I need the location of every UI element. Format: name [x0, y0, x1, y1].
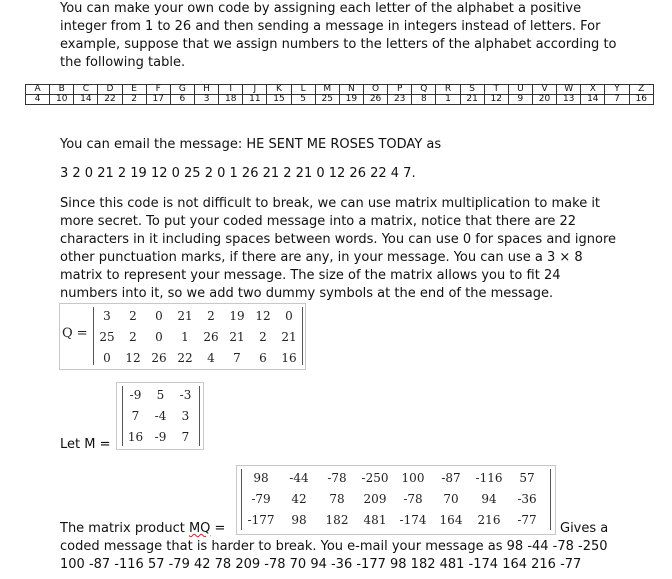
matrix-cell: 216 — [477, 513, 501, 527]
matrix-cell: 3 — [103, 309, 111, 323]
matrix-cell: 42 — [291, 492, 307, 506]
matrix-cell: 19 — [229, 309, 245, 323]
matrix-cell: 21 — [177, 309, 193, 323]
table-number-cell: 5 — [291, 95, 315, 105]
matrix-cell: 2 — [129, 309, 137, 323]
table-number-cell: 13 — [557, 95, 581, 105]
matrix-cell: -87 — [441, 471, 461, 485]
matrix-cell: 7 — [233, 351, 241, 365]
table-letter-cell: C — [74, 85, 98, 95]
table-letter-cell: G — [170, 85, 194, 95]
product-label-prefix: The matrix product — [60, 521, 189, 536]
table-number-cell: 25 — [315, 95, 339, 105]
matrix-cell: -79 — [251, 492, 271, 506]
matrix-cell: -250 — [361, 471, 389, 485]
table-number-cell: 19 — [339, 95, 363, 105]
table-number-cell: 11 — [243, 95, 267, 105]
table-letter-cell: A — [26, 85, 50, 95]
matrix-cell: -3 — [179, 388, 192, 402]
table-letter-cell: B — [50, 85, 74, 95]
matrix-cell: 2 — [259, 330, 267, 344]
matrix-cell: 16 — [281, 351, 297, 365]
matrix-cell: 21 — [281, 330, 297, 344]
matrix-cell: 100 — [401, 471, 425, 485]
product-label-suffix: = — [210, 521, 226, 536]
table-letter-cell: I — [219, 85, 243, 95]
matrix-cell: 2 — [129, 330, 137, 344]
table-number-cell: 14 — [74, 95, 98, 105]
table-letter-cell: Y — [605, 85, 629, 95]
matrix-cell: 5 — [156, 388, 165, 402]
table-number-cell: 16 — [629, 95, 653, 105]
table-number-cell: 20 — [532, 95, 556, 105]
code-line: 3 2 0 21 2 19 12 0 25 2 0 1 26 21 2 21 0 12 26 22 4 7. — [60, 166, 416, 181]
table-letter-cell: S — [460, 85, 484, 95]
table-number-cell: 26 — [363, 95, 387, 105]
matrix-q-label: Q = — [62, 326, 88, 341]
table-letter-cell: Q — [412, 85, 436, 95]
matrix-cell: 0 — [155, 330, 163, 344]
matrix-cell: 21 — [229, 330, 245, 344]
matrix-cell: 481 — [363, 513, 387, 527]
matrix-cell: 0 — [285, 309, 293, 323]
matrix-cell: 26 — [203, 330, 219, 344]
table-number-cell: 15 — [267, 95, 291, 105]
product-label — [60, 520, 240, 538]
matrix-q — [93, 307, 303, 365]
table-letter-cell: Z — [629, 85, 653, 95]
table-letter-cell: O — [363, 85, 387, 95]
matrix-cell: -78 — [403, 492, 423, 506]
table-number-cell: 12 — [484, 95, 508, 105]
table-number-cell: 4 — [26, 95, 50, 105]
matrix-cell: -44 — [289, 471, 309, 485]
table-number-cell: 3 — [194, 95, 218, 105]
since-paragraph: Since this code is not difficult to break, we can use matrix multiplication to make it more secret. To put your coded message into a matrix, notice that there are 22 characters in it including spaces between words. You can use 0 for spaces and ignore other punctuation marks, if there are any, in your message. You can use a 3 × 8 matrix to represent your message. The size of the matrix allows you to fit 24 numbers into it, so we add two dummy symbols at the end of the message. — [60, 196, 617, 301]
table-letter-cell: R — [436, 85, 460, 95]
matrix-cell: 12 — [255, 309, 271, 323]
table-number-cell: 18 — [219, 95, 243, 105]
matrix-cell: -36 — [517, 492, 537, 506]
matrix-cell: 6 — [259, 351, 267, 365]
matrix-mq — [241, 469, 551, 530]
table-number-cell: 10 — [50, 95, 74, 105]
matrix-m — [122, 386, 200, 446]
matrix-cell: -116 — [475, 471, 503, 485]
matrix-cell: 16 — [127, 430, 144, 444]
matrix-cell: 12 — [125, 351, 141, 365]
table-letter-cell: N — [339, 85, 363, 95]
matrix-cell: 26 — [151, 351, 167, 365]
letter-number-table — [25, 84, 654, 105]
gives-a-text: Gives a — [560, 521, 609, 536]
matrix-cell: 182 — [325, 513, 349, 527]
table-number-cell: 23 — [388, 95, 412, 105]
table-letter-cell: T — [484, 85, 508, 95]
table-letter-cell: K — [267, 85, 291, 95]
matrix-cell: -9 — [129, 388, 142, 402]
table-letter-cell: V — [532, 85, 556, 95]
table-number-cell: 1 — [436, 95, 460, 105]
table-letter-cell: J — [243, 85, 267, 95]
table-number-cell: 6 — [170, 95, 194, 105]
table-letter-cell: U — [508, 85, 532, 95]
table-number-cell: 9 — [508, 95, 532, 105]
matrix-cell: 57 — [519, 471, 535, 485]
matrix-cell: 98 — [291, 513, 307, 527]
table-letter-cell: X — [581, 85, 605, 95]
matrix-cell: -177 — [247, 513, 275, 527]
matrix-mq-box — [236, 465, 556, 535]
table-letter-cell: P — [388, 85, 412, 95]
matrix-cell: 22 — [177, 351, 193, 365]
matrix-cell: -4 — [154, 409, 167, 423]
table-number-cell: 2 — [122, 95, 146, 105]
product-line-2: coded message that is harder to break. You e-mail your message as 98 -44 -78 -250 — [60, 539, 608, 554]
matrix-m-box — [116, 382, 204, 450]
matrix-cell: 25 — [99, 330, 115, 344]
matrix-cell: 7 — [181, 430, 190, 444]
letters-row — [26, 85, 654, 95]
table-number-cell: 17 — [146, 95, 170, 105]
table-letter-cell: L — [291, 85, 315, 95]
table-letter-cell: H — [194, 85, 218, 95]
matrix-cell: 0 — [103, 351, 111, 365]
matrix-cell: 3 — [181, 409, 190, 423]
matrix-cell: 4 — [207, 351, 215, 365]
table-letter-cell: W — [557, 85, 581, 95]
matrix-cell: 7 — [131, 409, 140, 423]
table-letter-cell: D — [98, 85, 122, 95]
matrix-cell: 98 — [253, 471, 269, 485]
matrix-cell: -174 — [399, 513, 427, 527]
matrix-cell: 0 — [155, 309, 163, 323]
mq-text: MQ — [188, 521, 211, 536]
matrix-cell: 164 — [439, 513, 463, 527]
table-number-cell: 22 — [98, 95, 122, 105]
matrix-cell: 2 — [207, 309, 215, 323]
matrix-cell: 70 — [443, 492, 459, 506]
email-line: You can email the message: HE SENT ME ROSES TODAY as — [60, 137, 442, 152]
let-m-label: Let M = — [60, 437, 111, 452]
table-letter-cell: F — [146, 85, 170, 95]
table-number-cell: 7 — [605, 95, 629, 105]
matrix-cell: -78 — [327, 471, 347, 485]
matrix-cell: 1 — [181, 330, 189, 344]
matrix-cell: -9 — [154, 430, 167, 444]
matrix-cell: 94 — [481, 492, 497, 506]
table-number-cell: 14 — [581, 95, 605, 105]
table-number-cell: 8 — [412, 95, 436, 105]
table-number-cell: 21 — [460, 95, 484, 105]
intro-paragraph: You can make your own code by assigning each letter of the alphabet a positive integer from 1 to 26 and then sending a message in integers instead of letters. For example, suppose that we assign numbers to the letters of the alphabet according to the following table. — [60, 1, 617, 70]
matrix-cell: 78 — [329, 492, 345, 506]
table-letter-cell: E — [122, 85, 146, 95]
matrix-cell: -77 — [517, 513, 537, 527]
numbers-row — [26, 95, 654, 105]
matrix-q-box — [59, 303, 306, 370]
table-letter-cell: M — [315, 85, 339, 95]
matrix-cell: 209 — [363, 492, 387, 506]
product-line-3: 100 -87 -116 57 -79 42 78 209 -78 70 94 -36 -177 98 182 481 -174 164 216 -77 — [60, 557, 582, 572]
